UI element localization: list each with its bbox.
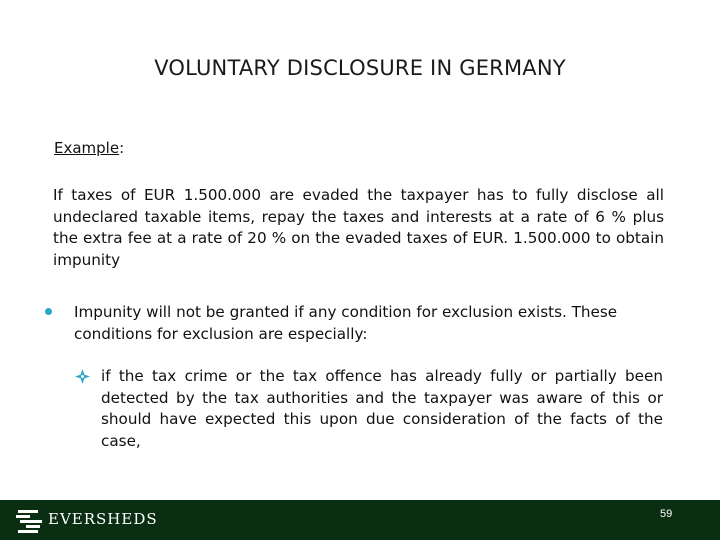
example-label <box>54 139 124 157</box>
page-number: 59 <box>660 508 673 520</box>
footer-bar <box>0 500 720 540</box>
slide-title: VOLUNTARY DISCLOSURE IN GERMANY <box>154 56 566 80</box>
example-label-text: Example <box>54 139 120 157</box>
diamond-bullet-icon <box>75 369 90 384</box>
bullet-text: Impunity will not be granted if any condition for exclusion exists. These conditions for exclusion are especially: <box>74 303 618 343</box>
logo-text: EVERSHEDS <box>48 510 158 528</box>
example-paragraph: If taxes of EUR 1.500.000 are evaded the taxpayer has to fully disclose all undeclared taxable items, repay the taxes and interests at a rate of 6 % plus the extra fee at a rate of 20 % on the evaded taxes of EUR. 1.500.000 to obtain impunity <box>53 186 664 269</box>
bullet-dot-icon <box>45 308 52 315</box>
sub-bullet-text: if the tax crime or the tax offence has already fully or partially been detected by the tax authorities and the taxpayer was aware of this or should have expected this upon due consideration of the facts of the case, <box>101 367 663 450</box>
eversheds-logo-icon <box>16 508 44 534</box>
example-label-colon: : <box>119 139 125 157</box>
